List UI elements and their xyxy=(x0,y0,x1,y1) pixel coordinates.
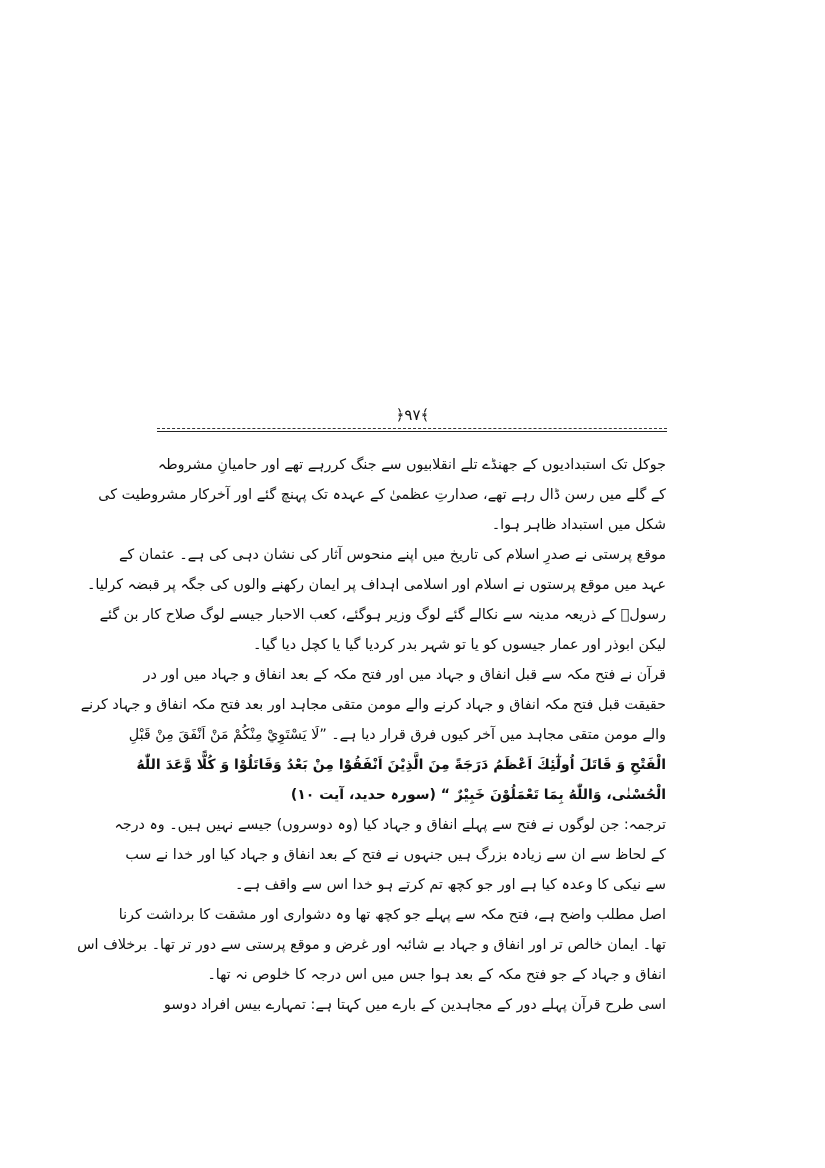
text-line: والے مومن متقی مجاہد میں آخر کیوں فرق قرار دیا ہے۔ ”لَا يَسْتَوِيْ مِنْكُمْ مَنْ اَنْفَقَ مِنْ قَبْلِ xyxy=(128,727,666,743)
paragraph xyxy=(86,540,666,660)
text-line: اصل مطلب واضح ہے، فتح مکہ سے پہلے جو کچھ تھا وہ دشواری اور مشقت کا برداشت کرنا xyxy=(118,907,666,923)
paragraph xyxy=(77,900,666,990)
text-line: انفاق و جہاد کے جو فتح مکہ کے بعد ہوا جس میں اس درجہ کا خلوص نہ تھا۔ xyxy=(207,967,666,983)
text-line: عہد میں موقع پرستوں نے اسلام اور اسلامی اہداف پر ایمان رکھنے والوں کی جگہ پر قبضہ کرلیا۔ xyxy=(86,577,666,593)
paragraph xyxy=(80,660,666,810)
paragraph xyxy=(159,990,666,1020)
text-line: تھا۔ ایمان خالص تر اور انفاق و جہاد بے شائبہ اور غرض و موقع پرستی سے دور تر تھا۔ برخلاف اس xyxy=(77,937,666,953)
paragraph xyxy=(114,810,666,900)
text-line: شکل میں استبداد ظاہر ہوا۔ xyxy=(491,517,666,533)
text-line: قرآن نے فتح مکہ سے قبل انفاق و جہاد میں اور فتح مکہ کے بعد انفاق و جہاد میں اور در xyxy=(143,667,666,683)
text-line: لیکن ابوذر اور عمار جیسوں کو یا تو شہر بدر کردیا گیا یا کچل دیا گیا۔ xyxy=(252,637,666,653)
quran-verse-line: الْفَتْحِ وَ قَاتَلَ اُولٰٓئِكَ اَعْظَمُ دَرَجَةً مِنَ الَّذِيْنَ اَنْفَقُوْا مِنْ بَعْدُ وَقَاتَلُوْا وَ كُلًّا وَّعَدَ اللّٰهُ xyxy=(136,757,666,773)
text-line: موقع پرستی نے صدرِ اسلام کی تاریخ میں اپنے منحوس آثار کی نشان دہی کی ہے۔ عثمان کے xyxy=(119,547,666,563)
text-line: کے لحاظ سے ان سے زیادہ بزرگ ہیں جنہوں نے فتح کے بعد انفاق و جہاد کیا اور خدا نے سب xyxy=(125,847,666,863)
page-number: ﴿۹۷﴾ xyxy=(395,406,430,424)
text-line: کے گلے میں رسن ڈال رہے تھے، صدارتِ عظمیٰ کے عہدہ تک پہنچ گئے اور آخرکار مشروطیت کی xyxy=(98,487,666,503)
body-text xyxy=(77,450,666,1020)
header-divider-dashed xyxy=(157,428,667,429)
header-divider-solid xyxy=(157,431,667,432)
paragraph xyxy=(98,450,666,540)
quran-verse-line: الْحُسْنٰى، وَاللّٰهُ بِمَا تَعْمَلُوْنَ خَبِيْرٌ “ (سورہ حدید، آیت ۱۰) xyxy=(290,787,666,803)
text-line: ترجمہ: جن لوگوں نے فتح سے پہلے انفاق و جہاد کیا (وہ دوسروں) جیسے نہیں ہیں۔ وہ درجہ xyxy=(114,817,666,833)
text-line: اسی طرح قرآن پہلے دور کے مجاہدین کے بارے میں کہتا ہے: تمہارے بیس افراد دوسو xyxy=(163,997,666,1013)
text-line: جوکل تک استبدادیوں کے جھنڈے تلے انقلابیوں سے جنگ کررہے تھے اور حامیانِ مشروطہ xyxy=(157,457,666,473)
text-line: سے نیکی کا وعدہ کیا ہے اور جو کچھ تم کرتے ہو خدا اس سے واقف ہے۔ xyxy=(234,877,666,893)
text-line: حقیقت قبل فتح مکہ انفاق و جہاد کرنے والے مومن متقی مجاہد اور بعد فتح مکہ انفاق و جہاد کرنے xyxy=(80,697,666,713)
text-line: رسولؐ کے ذریعہ مدینہ سے نکالے گئے لوگ وزیر ہوگئے، کعب الاحبار جیسے لوگ صلاح کار بن گئے xyxy=(99,607,666,623)
